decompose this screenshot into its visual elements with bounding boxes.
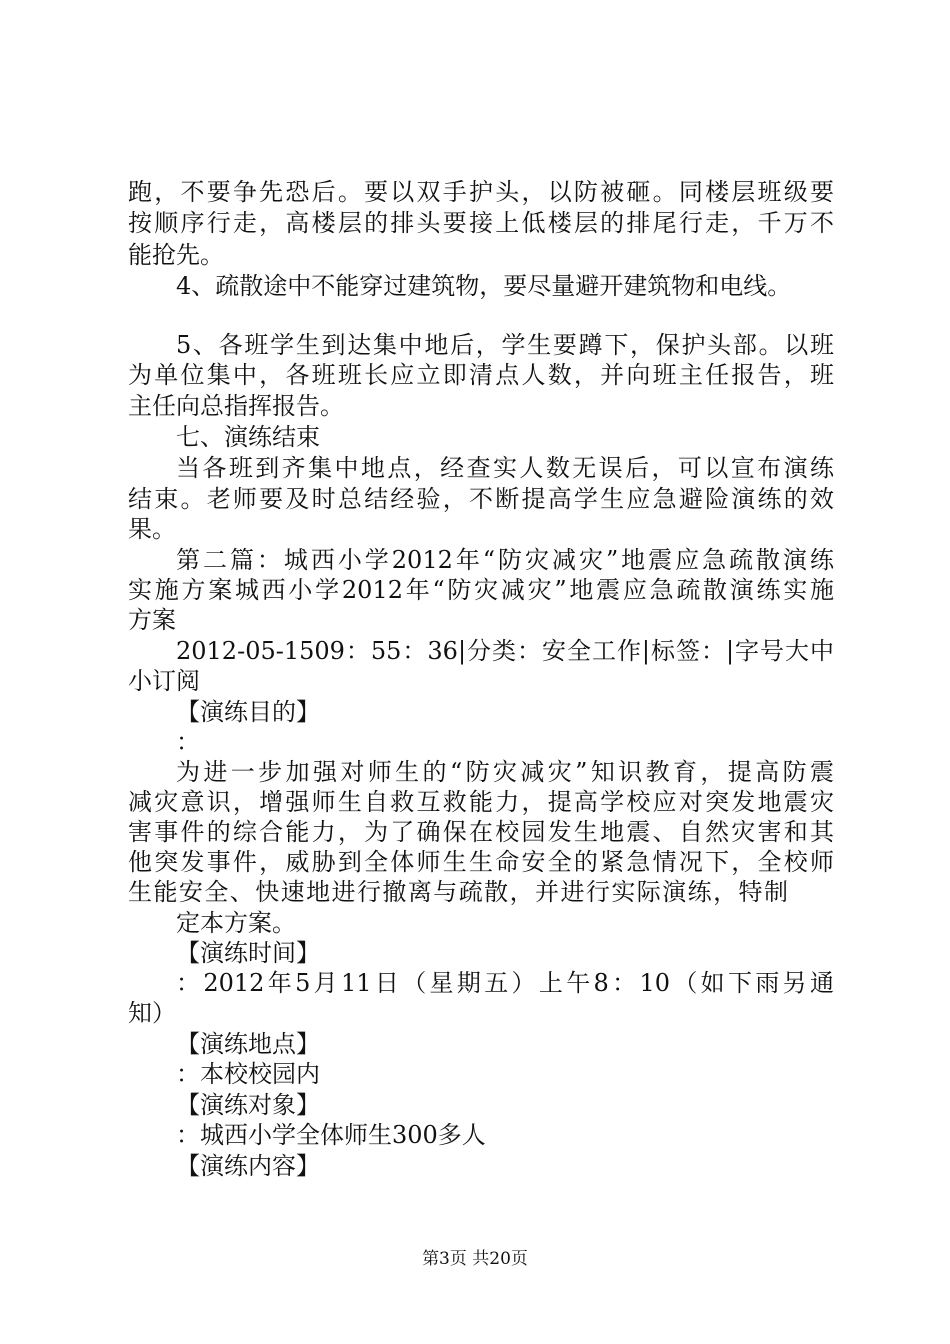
text-line: 为单位集中，各班班长应立即清点人数，并向班主任报告，班	[128, 361, 834, 389]
text-line: 果。	[128, 515, 176, 543]
text-line: 为进一步加强对师生的“防灾减灾”知识教育，提高防震	[176, 758, 834, 786]
text-line: 按顺序行走，高楼层的排头要接上低楼层的排尾行走，千万不	[128, 209, 834, 237]
text-line: 跑，不要争先恐后。要以双手护头，以防被砸。同楼层班级要	[128, 178, 834, 206]
text-line: 结束。老师要及时总结经验，不断提高学生应急避险演练的效	[128, 485, 834, 513]
text-line: ：2012年5月11日（星期五）上午8：10（如下雨另通	[176, 969, 834, 997]
section-heading: 【演练时间】	[176, 939, 320, 967]
text-line: 5、各班学生到达集中地后，学生要蹲下，保护头部。以班	[176, 331, 834, 359]
text-line: ：	[176, 728, 200, 756]
text-line: 2012-05-1509：55：36|分类：安全工作|标签：|字号大中	[176, 637, 834, 665]
text-line: 方案	[128, 606, 176, 634]
text-line: 他突发事件，威胁到全体师生生命安全的紧急情况下，全校师	[128, 848, 834, 876]
section-heading: 【演练目的】	[176, 698, 320, 726]
text-line: 生能安全、快速地进行撤离与疏散，并进行实际演练，特制	[128, 878, 788, 906]
text-line: 实施方案城西小学2012年“防灾减灾”地震应急疏散演练实施	[128, 576, 834, 604]
section-heading: 【演练对象】	[176, 1091, 320, 1119]
text-line: ：本校校园内	[176, 1060, 320, 1088]
section-heading: 七、演练结束	[176, 423, 320, 451]
text-line: 当各班到齐集中地点，经查实人数无误后，可以宣布演练	[176, 454, 834, 482]
text-line: 小订阅	[128, 667, 200, 695]
text-line: ：城西小学全体师生300多人	[176, 1121, 486, 1149]
text-line: 第二篇：城西小学2012年“防灾减灾”地震应急疏散演练	[176, 546, 834, 574]
text-line: 主任向总指挥报告。	[128, 392, 344, 420]
text-line: 知）	[128, 999, 176, 1027]
text-line: 能抢先。	[128, 241, 224, 269]
text-line: 减灾意识，增强师生自救互救能力，提高学校应对突发地震灾	[128, 788, 834, 816]
section-heading: 【演练内容】	[176, 1152, 320, 1180]
text-line: 定本方案。	[176, 909, 296, 937]
page-footer: 第3页 共20页	[422, 1249, 528, 1269]
text-line: 4、疏散途中不能穿过建筑物，要尽量避开建筑物和电线。	[176, 272, 792, 300]
text-line: 害事件的综合能力，为了确保在校园发生地震、自然灾害和其	[128, 818, 834, 846]
section-heading: 【演练地点】	[176, 1030, 320, 1058]
